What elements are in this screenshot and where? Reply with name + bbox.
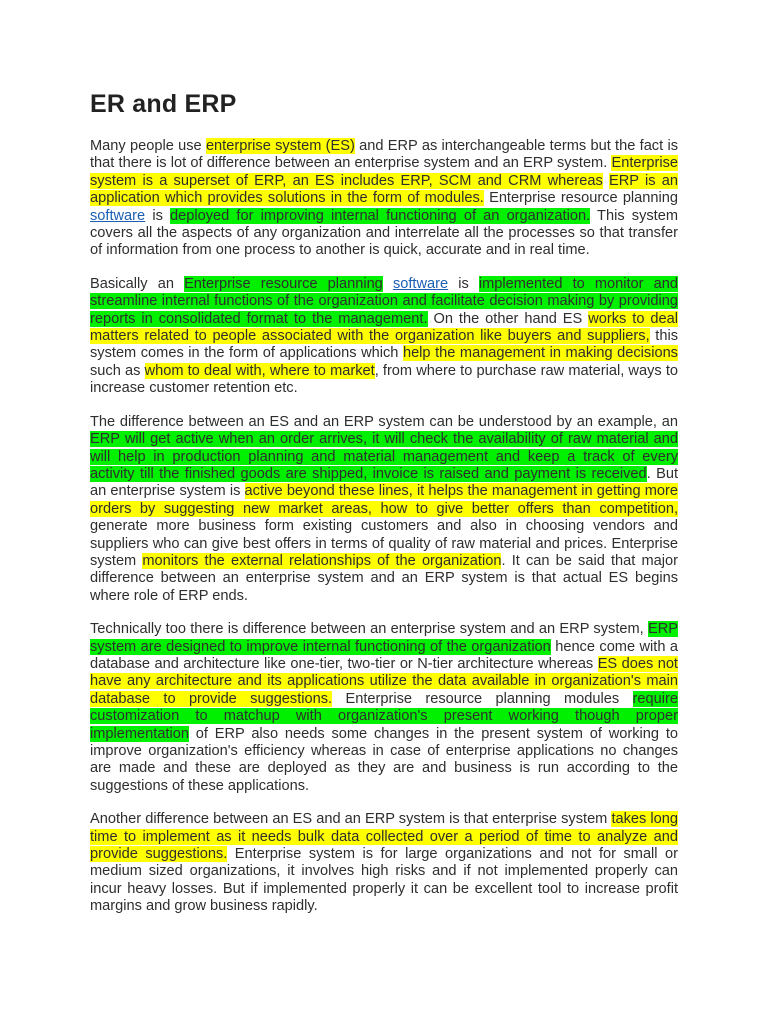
paragraph [90, 621, 678, 795]
highlight-green: require customization to matchup with organization's present working though proper implementation [90, 690, 678, 742]
paragraph [90, 276, 678, 398]
highlight-green: deployed for improving internal functioning of an organization. [170, 207, 591, 224]
text-run: this system comes in the form of applications which [90, 328, 679, 362]
text-run [383, 276, 393, 292]
highlight-yellow: help the management in making decisions [402, 345, 678, 362]
highlight-yellow: monitors the external relationships of the organization [142, 552, 502, 569]
text-run: Basically an [90, 275, 185, 292]
highlight-green: Enterprise resource planning [184, 275, 383, 292]
highlight-yellow: active beyond these lines, it helps the management in getting more orders by suggesting new market areas, how to give better offers than competition, [90, 483, 678, 517]
text-run: is [448, 275, 479, 292]
highlight-yellow: ES does not have any architecture and its applications utilize the data available in organization's main database to provide suggestions. [90, 655, 678, 707]
text-run: of ERP also needs some changes in the present system of working to improve organization's efficiency whereas in case of enterprise applications no changes are made and these are deployed as they are and business is run according to the suggestions of these applications. [90, 725, 678, 794]
highlight-yellow: whom to deal with, where to market [144, 362, 375, 379]
highlight-green: implemented to monitor and streamline internal functions of the organization and facilitate decision making by providing reports in consolidated format to the management. [90, 275, 678, 327]
paragraph [90, 414, 678, 605]
text-run: Many people use [90, 138, 206, 154]
highlight-yellow: enterprise system (ES) [205, 138, 355, 154]
text-run: The difference between an ES and an ERP system can be understood by an example, an [90, 413, 678, 430]
software-link[interactable]: software [90, 207, 146, 224]
highlight-yellow: works to deal matters related to people associated with the organization like buyers and suppliers, [90, 310, 679, 345]
highlight-yellow: ERP is an application which provides solutions in the form of modules. [90, 172, 678, 207]
text-run: , from where to purchase raw material, ways to increase customer retention etc. [90, 362, 678, 397]
text-run: . It can be said that major difference between an enterprise system and an ERP system is that actual ES begins where role of ERP ends. [90, 552, 678, 604]
text-run: Enterprise resource planning [483, 190, 679, 207]
text-run: Enterprise resource planning modules [332, 690, 633, 707]
text-run: . But an enterprise system is [90, 465, 678, 500]
highlight-green: ERP will get active when an order arrives, it will check the availability of raw material and will help in production planning and material management and keep a track of every activity till the finished goods are shipped, invoice is raised and payment is received [90, 431, 678, 482]
text-run: On the other hand ES [427, 310, 589, 327]
paragraph [90, 138, 678, 260]
text-run: This system covers all the aspects of any organization and interrelate all the processes so that transfer of information from one process to another is quick, accurate and in real time. [90, 207, 678, 259]
software-link[interactable]: software [392, 275, 449, 292]
highlight-green: ERP system are designed to improve internal functioning of the organization [90, 621, 678, 655]
document-body [90, 138, 678, 932]
text-run: Enterprise system is for large organizations and not for small or medium sized organizations, it involves high risks and if not implemented properly can incur heavy losses. But if implemented properly it can be excellent tool to increase profit margins and grow business rapidly. [90, 846, 679, 915]
text-run: generate more business form existing customers and also in choosing vendors and suppliers who can give best offers in terms of quality of raw material and prices. Enterprise system [90, 518, 678, 569]
text-run: Another difference between an ES and an ERP system is that enterprise system [90, 811, 612, 828]
highlight-yellow: Enterprise system is a superset of ERP, an ES includes ERP, SCM and CRM whereas [90, 155, 678, 189]
highlight-yellow: takes long time to implement as it needs bulk data collected over a period of time to analyze and provide suggestions. [90, 811, 678, 863]
text-run: hence come with a database and architecture like one-tier, two-tier or N-tier architecture whereas [90, 638, 678, 672]
paragraph [90, 811, 678, 915]
text-run: Technically too there is difference between an enterprise system and an ERP system, [90, 621, 648, 638]
page-title: ER and ERP [90, 90, 237, 118]
text-run: is [145, 207, 171, 224]
text-run: such as [90, 362, 145, 379]
text-run: and ERP as interchangeable terms but the fact is that there is lot of difference between an enterprise system and an ERP system. [90, 138, 678, 172]
